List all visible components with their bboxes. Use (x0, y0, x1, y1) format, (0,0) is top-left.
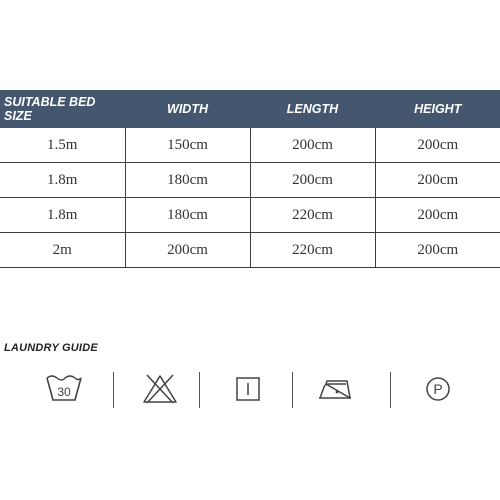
icon-divider (390, 372, 391, 408)
iron-icon (316, 372, 356, 406)
icon-divider (292, 372, 293, 408)
dry-clean-p-icon (418, 372, 458, 406)
cell-width: 150cm (125, 128, 250, 163)
cell-length: 220cm (250, 198, 375, 233)
cell-length: 200cm (250, 128, 375, 163)
cell-bed-size: 1.8m (0, 163, 125, 198)
table-row (0, 233, 500, 268)
cell-height: 200cm (375, 198, 500, 233)
icon-divider (199, 372, 200, 408)
cell-bed-size: 1.5m (0, 128, 125, 163)
laundry-guide-title: LAUNDRY GUIDE (4, 342, 98, 354)
cell-height: 200cm (375, 233, 500, 268)
cell-bed-size: 2m (0, 233, 125, 268)
table-row (0, 198, 500, 233)
cell-height: 200cm (375, 128, 500, 163)
cell-width: 200cm (125, 233, 250, 268)
cell-width: 180cm (125, 163, 250, 198)
header-length: LENGTH (250, 91, 375, 128)
tumble-dry-icon (228, 372, 268, 406)
cell-length: 220cm (250, 233, 375, 268)
cell-height: 200cm (375, 163, 500, 198)
cell-bed-size: 1.8m (0, 198, 125, 233)
header-bed-size: SUITABLE BED SIZE (0, 91, 125, 128)
wash-30-icon (44, 372, 84, 406)
cell-width: 180cm (125, 198, 250, 233)
icon-divider (113, 372, 114, 408)
table-header-row (0, 91, 500, 128)
bed-size-table (0, 90, 500, 268)
header-height: HEIGHT (375, 91, 500, 128)
wash-temperature-label: 30 (57, 385, 71, 399)
table-row (0, 128, 500, 163)
no-bleach-icon (140, 372, 180, 406)
table-row (0, 163, 500, 198)
cell-length: 200cm (250, 163, 375, 198)
header-width: WIDTH (125, 91, 250, 128)
svg-text:P: P (433, 381, 443, 397)
